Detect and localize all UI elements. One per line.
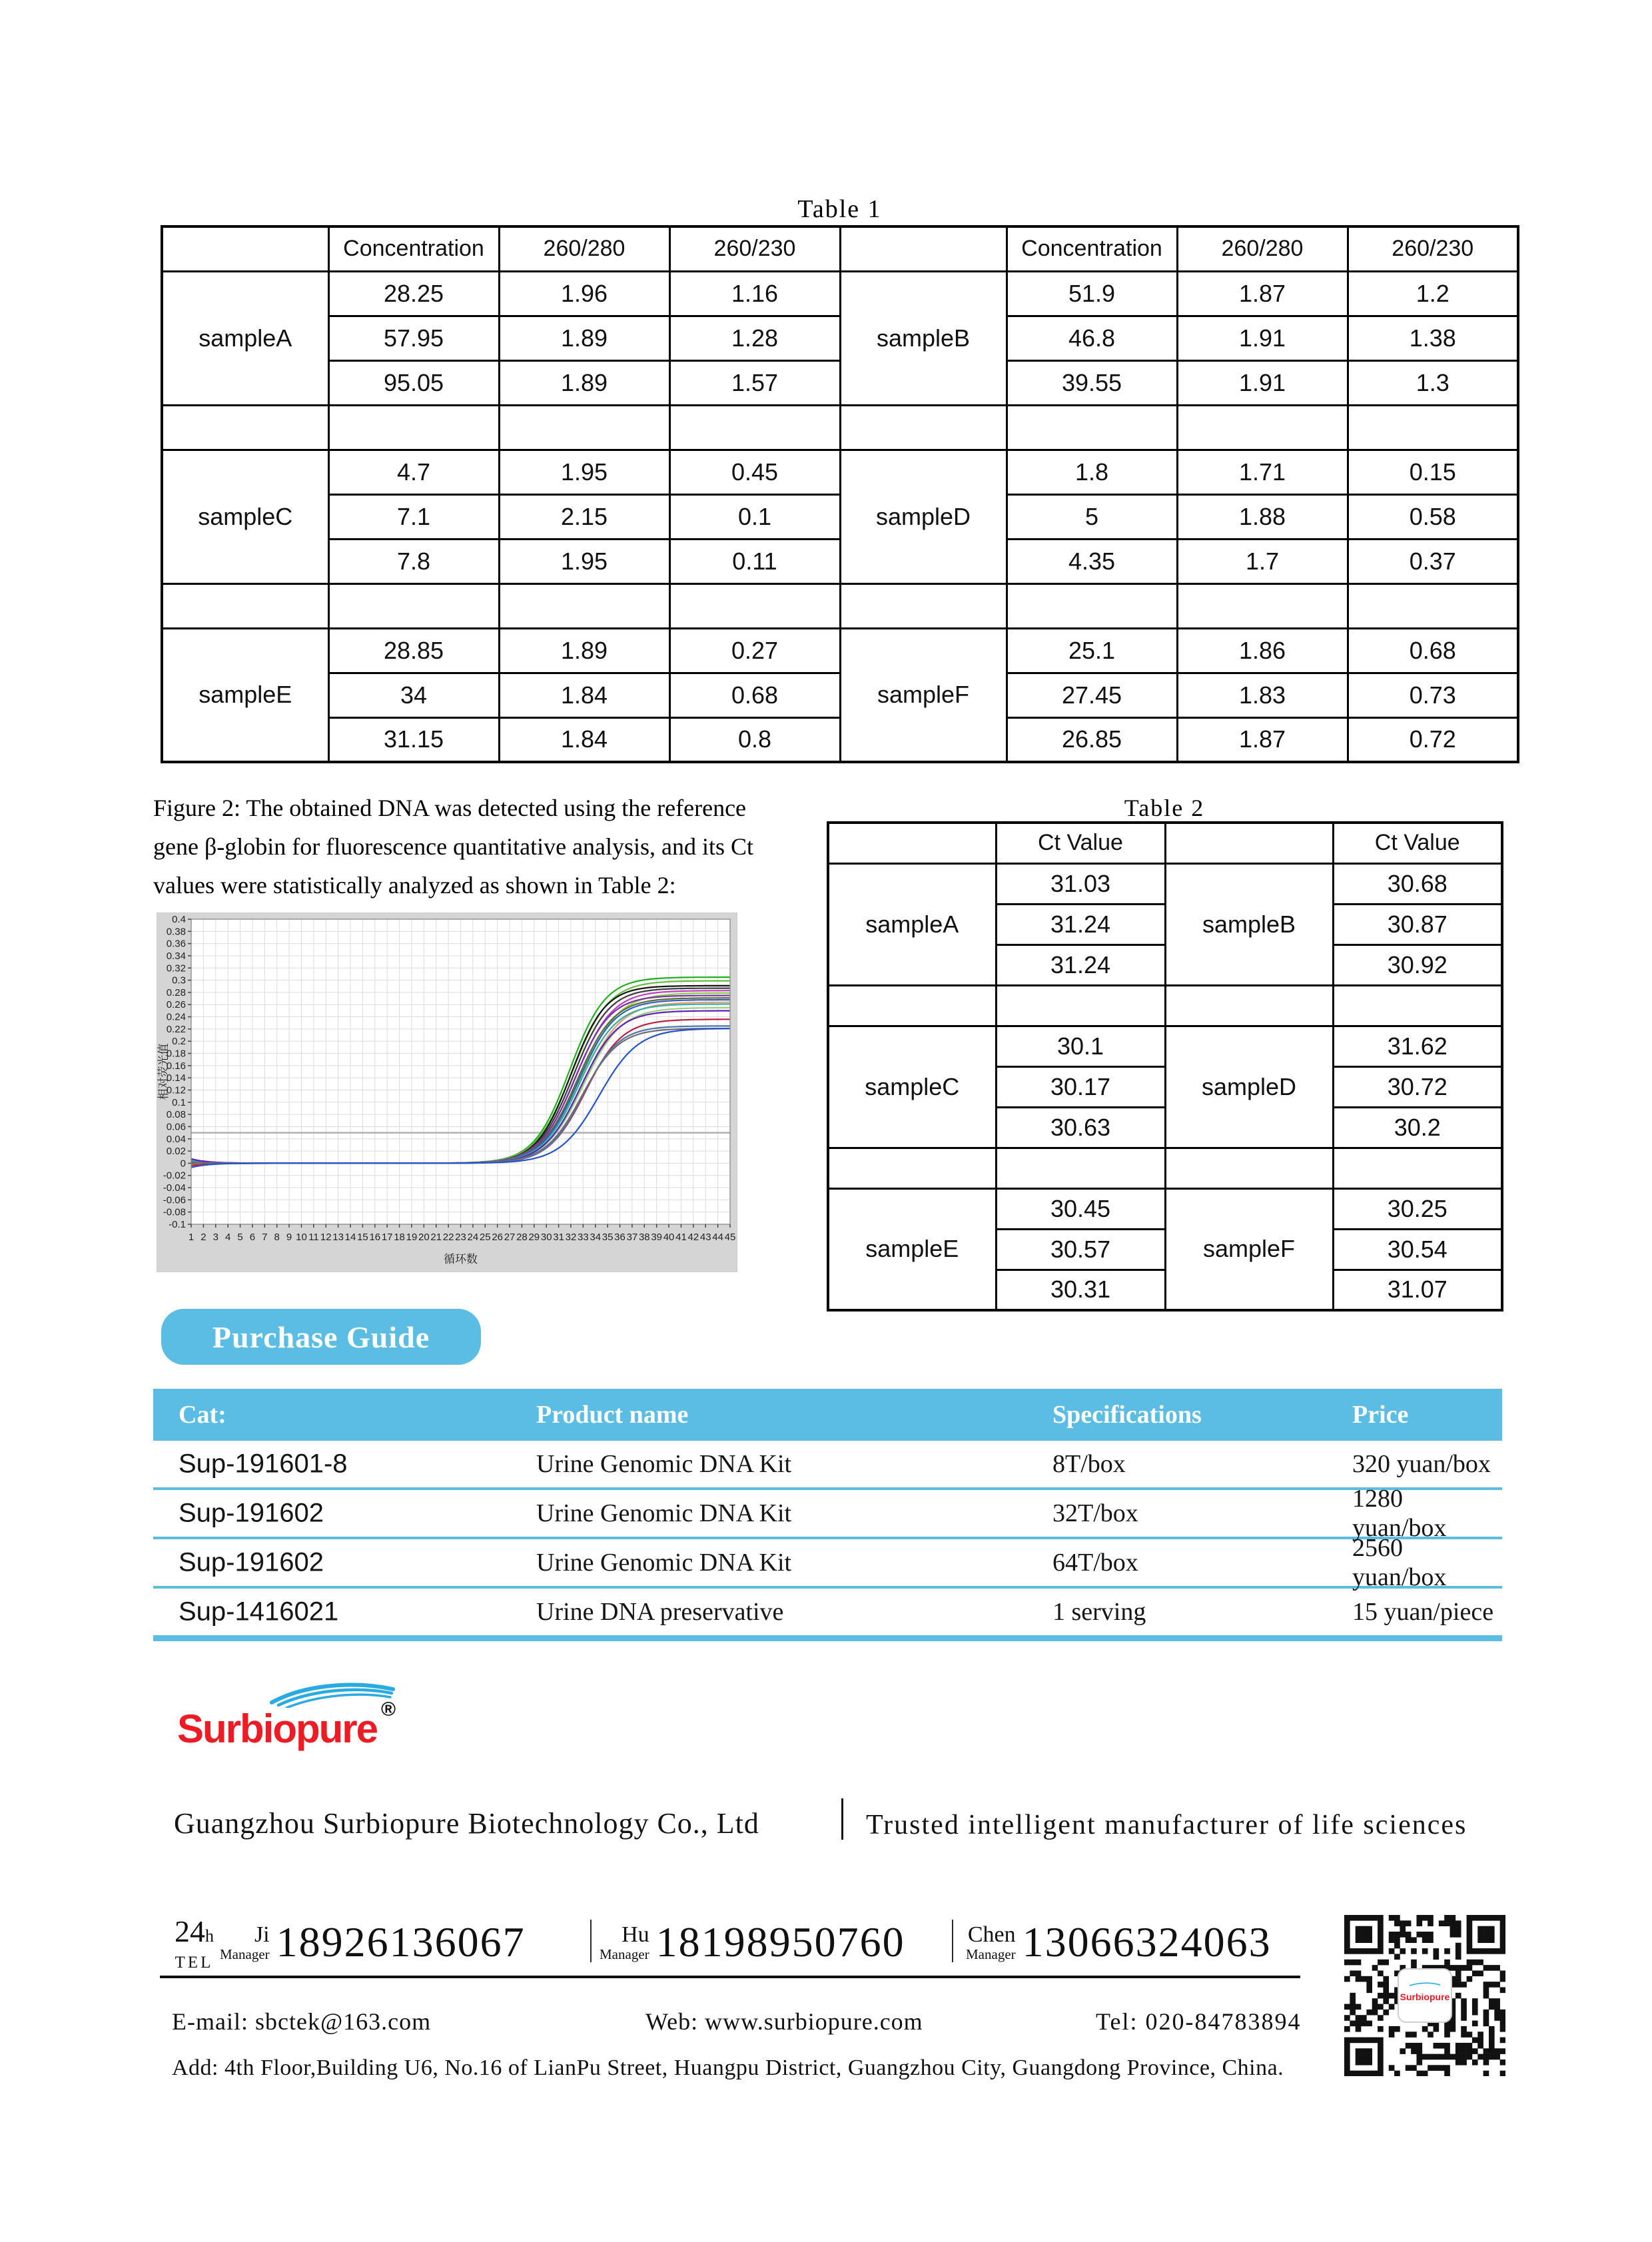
email-label: E-mail: — [172, 2008, 255, 2035]
product-table-header — [153, 1389, 1502, 1441]
x-tick-label: 22 — [442, 1232, 454, 1243]
value-cell: 1.96 — [499, 271, 669, 316]
x-axis-label: 循环数 — [444, 1253, 478, 1266]
manager-phone-number: 18926136067 — [276, 1918, 526, 1966]
y-tick-label: 0.26 — [166, 999, 186, 1011]
x-tick-label: 30 — [540, 1232, 552, 1243]
manager-contact — [966, 1914, 1272, 1964]
empty-cell — [1333, 985, 1502, 1026]
table2 — [827, 821, 1503, 1311]
value-cell: 1.95 — [499, 450, 669, 494]
value-cell: 95.05 — [328, 360, 499, 405]
sample-label: sampleE — [828, 1188, 996, 1310]
empty-cell — [1348, 583, 1518, 628]
value-cell: 5 — [1007, 494, 1177, 539]
x-tick-label: 40 — [663, 1232, 675, 1243]
x-tick-label: 14 — [344, 1232, 356, 1243]
column-header: Concentration — [1007, 226, 1177, 271]
manager-name: Hu — [621, 1922, 649, 1947]
ct-value-cell: 30.57 — [996, 1229, 1165, 1270]
empty-cell — [328, 405, 499, 450]
hotline-tel-label: TEL — [175, 1954, 214, 1972]
value-cell: 1.2 — [1348, 271, 1518, 316]
x-tick-label: 20 — [418, 1232, 430, 1243]
address-label: Add: — [172, 2055, 224, 2080]
product-column-header: Cat: — [179, 1401, 226, 1429]
empty-cell — [996, 985, 1165, 1026]
y-tick-label: 0.04 — [166, 1133, 186, 1145]
sample-label: sampleC — [162, 450, 328, 583]
y-tick-label: 0.4 — [172, 914, 186, 925]
product-cell: Urine Genomic DNA Kit — [536, 1499, 792, 1527]
y-tick-label: 0.2 — [172, 1036, 186, 1048]
y-tick-label: -0.06 — [163, 1194, 186, 1206]
value-cell: 1.38 — [1348, 316, 1518, 360]
column-header: 260/230 — [1348, 226, 1518, 271]
value-cell: 1.89 — [499, 360, 669, 405]
web-value: www.surbiopure.com — [705, 2008, 923, 2035]
x-tick-label: 23 — [455, 1232, 466, 1243]
table1-title: Table 1 — [797, 195, 882, 223]
value-cell: 0.58 — [1348, 494, 1518, 539]
value-cell: 1.95 — [499, 539, 669, 583]
column-header — [840, 226, 1007, 271]
x-tick-label: 43 — [699, 1232, 711, 1243]
manager-phone-number: 13066324063 — [1022, 1918, 1272, 1966]
x-tick-label: 27 — [504, 1232, 516, 1243]
ct-value-cell: 30.25 — [1333, 1188, 1502, 1229]
value-cell: 46.8 — [1007, 316, 1177, 360]
product-row — [153, 1589, 1502, 1641]
empty-cell — [840, 405, 1007, 450]
column-header: 260/230 — [669, 226, 840, 271]
x-tick-label: 5 — [237, 1232, 243, 1243]
column-header: 260/280 — [1177, 226, 1348, 271]
x-tick-label: 11 — [308, 1232, 319, 1243]
x-tick-label: 16 — [369, 1232, 381, 1243]
sample-label: sampleA — [162, 271, 328, 405]
x-tick-label: 15 — [357, 1232, 368, 1243]
manager-title: Manager — [220, 1946, 270, 1962]
value-cell: 0.72 — [1348, 717, 1518, 762]
empty-cell — [1007, 583, 1177, 628]
empty-cell — [162, 405, 328, 450]
empty-cell — [1165, 1148, 1333, 1188]
empty-cell — [499, 405, 669, 450]
value-cell: 28.25 — [328, 271, 499, 316]
value-cell: 1.84 — [499, 717, 669, 762]
sample-label: sampleB — [840, 271, 1007, 405]
y-tick-label: 0.36 — [166, 938, 186, 950]
product-cell: Urine Genomic DNA Kit — [536, 1450, 792, 1478]
column-header — [828, 823, 996, 863]
empty-cell — [162, 583, 328, 628]
x-tick-label: 28 — [516, 1232, 528, 1243]
manager-contact — [600, 1914, 905, 1964]
x-tick-label: 37 — [626, 1232, 638, 1243]
ct-value-cell: 30.2 — [1333, 1107, 1502, 1148]
hotline-hours-unit: h — [205, 1926, 214, 1946]
value-cell: 1.88 — [1177, 494, 1348, 539]
value-cell: 27.45 — [1007, 673, 1177, 717]
value-cell: 25.1 — [1007, 628, 1177, 673]
value-cell: 7.8 — [328, 539, 499, 583]
sample-label: sampleC — [828, 1026, 996, 1148]
value-cell: 1.87 — [1177, 271, 1348, 316]
x-tick-label: 10 — [296, 1232, 307, 1243]
x-tick-label: 38 — [638, 1232, 650, 1243]
sample-label: sampleF — [1165, 1188, 1333, 1310]
value-cell: 0.8 — [669, 717, 840, 762]
hotline-hours: 24 — [175, 1914, 205, 1948]
ct-value-cell: 30.72 — [1333, 1066, 1502, 1107]
tel-value: 020-84783894 — [1145, 2008, 1302, 2035]
y-tick-label: 0.06 — [166, 1121, 186, 1133]
manager-title: Manager — [966, 1946, 1016, 1962]
sample-label: sampleF — [840, 628, 1007, 762]
value-cell: 1.3 — [1348, 360, 1518, 405]
y-tick-label: -0.08 — [163, 1206, 186, 1218]
manager-name: Chen — [967, 1922, 1016, 1947]
x-tick-label: 33 — [578, 1232, 589, 1243]
product-table-body — [153, 1441, 1502, 1641]
empty-cell — [328, 583, 499, 628]
value-cell: 0.11 — [669, 539, 840, 583]
value-cell: 0.27 — [669, 628, 840, 673]
x-tick-label: 6 — [249, 1232, 256, 1243]
value-cell: 0.37 — [1348, 539, 1518, 583]
tel-label: Tel: — [1096, 2008, 1146, 2035]
x-tick-label: 31 — [553, 1232, 564, 1243]
product-cell: Sup-1416021 — [179, 1597, 339, 1627]
value-cell: 57.95 — [328, 316, 499, 360]
product-cell: 8T/box — [1052, 1450, 1126, 1478]
product-row — [153, 1441, 1502, 1490]
value-cell: 1.83 — [1177, 673, 1348, 717]
empty-cell — [1348, 405, 1518, 450]
email-contact — [172, 2008, 431, 2036]
y-tick-label: 0 — [180, 1158, 186, 1170]
sample-label: sampleD — [840, 450, 1007, 583]
value-cell: 1.28 — [669, 316, 840, 360]
ct-value-cell: 30.31 — [996, 1270, 1165, 1310]
value-cell: 1.89 — [499, 628, 669, 673]
column-header — [1165, 823, 1333, 863]
manager-label — [600, 1924, 649, 1964]
figure-caption-line: values were statistically analyzed as shown in Table 2: — [153, 872, 676, 899]
ct-value-cell: 31.24 — [996, 904, 1165, 944]
empty-cell — [996, 1148, 1165, 1188]
y-tick-label: 0.3 — [172, 974, 186, 986]
email-value: sbctek@163.com — [254, 2008, 432, 2035]
chart-canvas — [157, 913, 737, 1272]
x-tick-label: 18 — [394, 1232, 405, 1243]
product-column-header: Specifications — [1052, 1401, 1202, 1429]
purchase-guide-banner — [161, 1309, 481, 1365]
x-tick-label: 41 — [675, 1232, 687, 1243]
ct-value-cell: 31.24 — [996, 944, 1165, 985]
table1 — [161, 225, 1519, 763]
manager-contact — [220, 1914, 526, 1964]
empty-cell — [1333, 1148, 1502, 1188]
x-tick-label: 35 — [602, 1232, 614, 1243]
ct-value-cell: 30.17 — [996, 1066, 1165, 1107]
x-tick-label: 39 — [651, 1232, 663, 1243]
qr-code — [1344, 1915, 1505, 2079]
empty-cell — [840, 583, 1007, 628]
value-cell: 0.73 — [1348, 673, 1518, 717]
column-header: 260/280 — [499, 226, 669, 271]
x-tick-label: 2 — [201, 1232, 206, 1243]
figure2-caption — [153, 789, 826, 905]
y-tick-label: 0.22 — [166, 1023, 186, 1035]
value-cell: 1.16 — [669, 271, 840, 316]
ct-value-cell: 30.54 — [1333, 1229, 1502, 1270]
web-label: Web: — [645, 2008, 705, 2035]
ct-value-cell: 31.03 — [996, 863, 1165, 904]
ct-value-cell: 31.62 — [1333, 1026, 1502, 1066]
empty-cell — [1177, 583, 1348, 628]
company-logo — [177, 1676, 524, 1762]
sample-label: sampleB — [1165, 863, 1333, 985]
product-column-header: Product name — [536, 1401, 689, 1429]
product-cell: 320 yuan/box — [1352, 1450, 1491, 1478]
value-cell: 0.15 — [1348, 450, 1518, 494]
y-tick-label: 0.12 — [166, 1084, 186, 1096]
column-header: Ct Value — [1333, 823, 1502, 863]
manager-label — [966, 1924, 1016, 1964]
manager-phone-number: 18198950760 — [655, 1918, 905, 1966]
product-row — [153, 1534, 1502, 1591]
registered-trademark-icon: ® — [381, 1698, 396, 1720]
y-tick-label: 0.32 — [166, 962, 186, 974]
address-line — [172, 2055, 1284, 2081]
x-tick-label: 36 — [614, 1232, 625, 1243]
divider — [590, 1920, 592, 1962]
y-tick-label: -0.02 — [163, 1170, 186, 1182]
x-tick-label: 42 — [687, 1232, 699, 1243]
value-cell: 1.91 — [1177, 360, 1348, 405]
divider — [841, 1798, 843, 1840]
sample-label: sampleE — [162, 628, 328, 762]
value-cell: 7.1 — [328, 494, 499, 539]
company-tagline: Trusted intelligent manufacturer of life sciences — [866, 1810, 1467, 1840]
sample-label: sampleD — [1165, 1026, 1333, 1148]
x-tick-label: 19 — [406, 1232, 418, 1243]
product-cell: Sup-191602 — [179, 1547, 324, 1577]
logo-wordmark: Surbiopure — [177, 1706, 378, 1751]
manager-label — [220, 1924, 270, 1964]
empty-cell — [1165, 985, 1333, 1026]
qr-code-image — [1344, 1915, 1505, 2076]
ct-value-cell: 30.92 — [1333, 944, 1502, 985]
column-header — [162, 226, 328, 271]
ct-value-cell: 30.87 — [1333, 904, 1502, 944]
manager-title: Manager — [600, 1946, 649, 1962]
product-cell: 32T/box — [1052, 1499, 1138, 1527]
value-cell: 0.45 — [669, 450, 840, 494]
value-cell: 1.71 — [1177, 450, 1348, 494]
y-tick-label: 0.18 — [166, 1048, 186, 1060]
address-value: 4th Floor,Building U6, No.16 of LianPu Street, Huangpu District, Guangzhou City, Guangdong Province, China. — [224, 2055, 1284, 2080]
y-tick-label: -0.1 — [169, 1219, 186, 1230]
x-tick-label: 12 — [320, 1232, 332, 1243]
empty-cell — [1177, 405, 1348, 450]
x-tick-label: 17 — [381, 1232, 393, 1243]
empty-cell — [669, 405, 840, 450]
product-cell: 64T/box — [1052, 1549, 1138, 1577]
value-cell: 0.68 — [669, 673, 840, 717]
value-cell: 1.89 — [499, 316, 669, 360]
value-cell: 1.8 — [1007, 450, 1177, 494]
x-tick-label: 24 — [467, 1232, 479, 1243]
value-cell: 1.87 — [1177, 717, 1348, 762]
value-cell: 0.68 — [1348, 628, 1518, 673]
product-cell: 2560 yuan/box — [1352, 1534, 1447, 1591]
ct-value-cell: 30.1 — [996, 1026, 1165, 1066]
value-cell: 28.85 — [328, 628, 499, 673]
x-tick-label: 45 — [724, 1232, 736, 1243]
value-cell: 4.7 — [328, 450, 499, 494]
value-cell: 31.15 — [328, 717, 499, 762]
empty-cell — [828, 985, 996, 1026]
x-tick-label: 21 — [430, 1232, 442, 1243]
manager-name: Ji — [254, 1922, 270, 1947]
x-tick-label: 25 — [479, 1232, 491, 1243]
y-axis-label: 相对荧光值 — [157, 1043, 170, 1100]
horizontal-rule — [160, 1976, 1300, 1978]
ct-value-cell: 30.45 — [996, 1188, 1165, 1229]
product-row — [153, 1485, 1502, 1542]
value-cell: 1.91 — [1177, 316, 1348, 360]
y-tick-label: 0.16 — [166, 1060, 186, 1072]
value-cell: 39.55 — [1007, 360, 1177, 405]
value-cell: 1.7 — [1177, 539, 1348, 583]
x-tick-label: 1 — [188, 1232, 195, 1243]
y-tick-label: 0.28 — [166, 986, 186, 998]
x-tick-label: 3 — [212, 1232, 218, 1243]
value-cell: 4.35 — [1007, 539, 1177, 583]
product-column-header: Price — [1352, 1401, 1409, 1429]
divider — [952, 1920, 953, 1962]
company-name: Guangzhou Surbiopure Biotechnology Co., Ltd — [174, 1807, 759, 1840]
y-tick-label: 0.24 — [166, 1011, 186, 1023]
ct-value-cell: 31.07 — [1333, 1270, 1502, 1310]
qr-center-logo-label: Surbiopure — [1400, 1992, 1450, 2002]
sample-label: sampleA — [828, 863, 996, 985]
product-cell: Sup-191601-8 — [179, 1449, 348, 1479]
ct-value-cell: 30.68 — [1333, 863, 1502, 904]
x-tick-label: 4 — [224, 1232, 231, 1243]
value-cell: 1.57 — [669, 360, 840, 405]
y-tick-label: 0.02 — [166, 1146, 186, 1158]
table2-title: Table 2 — [1124, 795, 1205, 821]
x-tick-label: 26 — [492, 1232, 504, 1243]
x-tick-label: 13 — [332, 1232, 344, 1243]
product-cell: Sup-191602 — [179, 1498, 324, 1528]
x-tick-label: 29 — [528, 1232, 540, 1243]
x-tick-label: 34 — [590, 1232, 602, 1243]
product-table — [153, 1389, 1502, 1641]
qpcr-amplification-chart — [157, 913, 737, 1276]
figure-caption-line: gene β-globin for fluorescence quantitative analysis, and its Ct — [153, 833, 754, 860]
empty-cell — [669, 583, 840, 628]
y-tick-label: -0.04 — [163, 1182, 186, 1194]
value-cell: 26.85 — [1007, 717, 1177, 762]
empty-cell — [1007, 405, 1177, 450]
value-cell: 51.9 — [1007, 271, 1177, 316]
product-cell: 1280 yuan/box — [1352, 1485, 1447, 1542]
value-cell: 34 — [328, 673, 499, 717]
value-cell: 0.1 — [669, 494, 840, 539]
ct-value-cell: 30.63 — [996, 1107, 1165, 1148]
empty-cell — [828, 1148, 996, 1188]
y-tick-label: 0.08 — [166, 1109, 186, 1121]
telephone-contact — [1096, 2008, 1301, 2036]
x-tick-label: 8 — [274, 1232, 280, 1243]
column-header: Ct Value — [996, 823, 1165, 863]
x-tick-label: 9 — [286, 1232, 292, 1243]
y-tick-label: 0.1 — [172, 1096, 186, 1108]
column-header: Concentration — [328, 226, 499, 271]
y-tick-label: 0.14 — [166, 1072, 186, 1084]
figure-caption-line: Figure 2: The obtained DNA was detected using the reference — [153, 795, 747, 821]
value-cell: 1.86 — [1177, 628, 1348, 673]
empty-cell — [499, 583, 669, 628]
product-cell: 15 yuan/piece — [1352, 1598, 1494, 1626]
y-tick-label: 0.38 — [166, 926, 186, 938]
product-cell: Urine DNA preservative — [536, 1598, 784, 1626]
value-cell: 1.84 — [499, 673, 669, 717]
value-cell: 2.15 — [499, 494, 669, 539]
x-tick-label: 32 — [565, 1232, 577, 1243]
product-cell: Urine Genomic DNA Kit — [536, 1549, 792, 1577]
website-contact — [645, 2008, 923, 2036]
x-tick-label: 44 — [712, 1232, 723, 1243]
y-tick-label: 0.34 — [166, 950, 186, 962]
purchase-guide-label: Purchase Guide — [212, 1319, 430, 1354]
product-cell: 1 serving — [1052, 1598, 1146, 1626]
x-tick-label: 7 — [262, 1232, 268, 1243]
